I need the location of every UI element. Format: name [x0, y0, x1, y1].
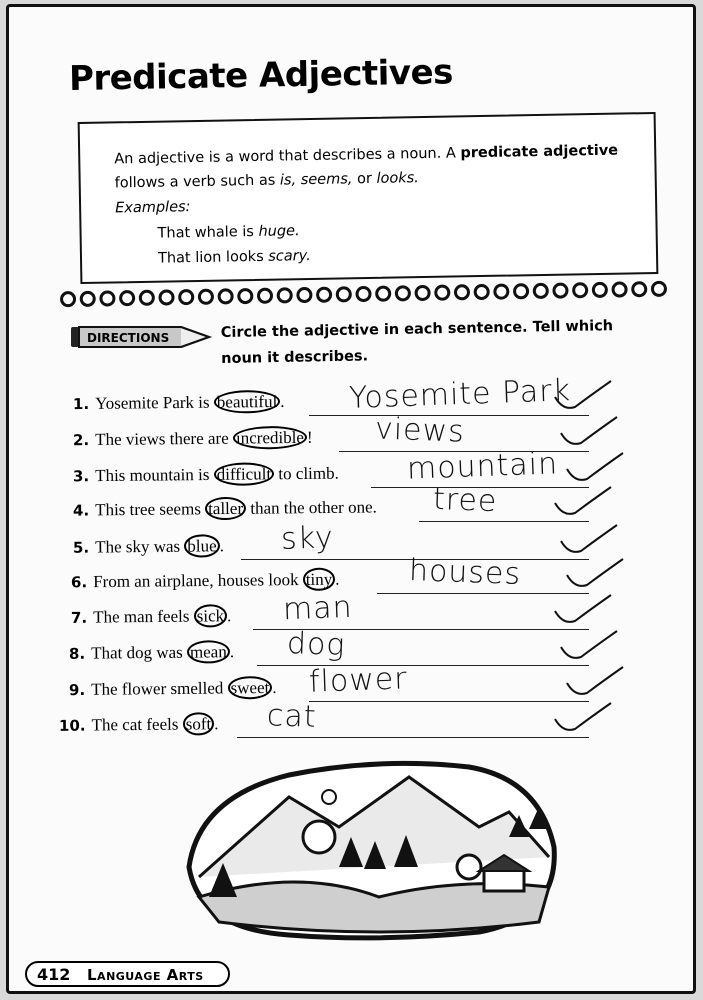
sentence-end: than the other one.: [245, 497, 377, 518]
sentence-end: !: [306, 427, 313, 447]
exercise-item: [73, 392, 285, 414]
sentence-text: From an airplane, houses look: [93, 569, 303, 592]
sentence-text: Yosemite Park is: [95, 392, 214, 413]
sentence-text: The views there are: [95, 428, 234, 450]
item-number: 5.: [72, 538, 90, 557]
page-title: Predicate Adjectives: [68, 52, 454, 99]
circled-adjective: tiny: [303, 568, 336, 591]
item-number: 2.: [72, 431, 90, 450]
check-mark-icon: [555, 413, 625, 453]
sentence-end: .: [219, 536, 224, 556]
sentence-end: .: [229, 642, 235, 662]
circled-adjective: difficult: [214, 462, 275, 486]
circled-adjective: sweet: [227, 676, 272, 699]
item-number: 7.: [70, 608, 88, 627]
check-mark-icon: [555, 627, 625, 667]
answer-line: [257, 665, 589, 666]
check-mark-icon: [561, 555, 631, 595]
handwritten-answer: Yosemite Park: [348, 373, 572, 416]
circled-adjective: taller: [205, 497, 246, 520]
circled-adjective: blue: [184, 534, 220, 557]
page-number: 412: [37, 965, 71, 984]
exercise-item: [59, 714, 219, 736]
sentence-end: .: [280, 391, 285, 411]
exercise-item: [73, 464, 339, 487]
subject-label: Language Arts: [87, 966, 204, 984]
item-number: 1.: [72, 394, 90, 414]
handwritten-answer: mountain: [406, 446, 559, 487]
exercise-item: [71, 570, 340, 593]
exercise-item: [69, 678, 277, 700]
item-number: 10.: [58, 716, 86, 735]
sentence-text: The man feels: [93, 606, 194, 627]
item-number: 9.: [68, 680, 86, 700]
sentence-text: The sky was: [95, 536, 185, 557]
circled-adjective: sick: [194, 604, 228, 627]
sentence-end: .: [226, 606, 232, 626]
check-mark-icon: [549, 591, 619, 631]
exercise-item: [69, 642, 234, 664]
sentence-text: That dog was: [91, 642, 188, 663]
circled-adjective: incredible: [233, 426, 307, 450]
handwritten-answer: flower: [308, 661, 409, 700]
sentence-text: This tree seems: [95, 499, 206, 520]
exercise-item: [73, 428, 313, 451]
sentence-text: The cat feels: [91, 714, 183, 735]
check-mark-icon: [549, 699, 619, 739]
directions-text: Circle the adjective in each sentence. Tell which noun it describes.: [220, 318, 614, 367]
page-footer: [25, 961, 230, 987]
answer-line: [309, 701, 589, 702]
handwritten-answer: cat: [266, 698, 318, 735]
handwritten-answer: views: [374, 411, 466, 450]
item-number: 8.: [68, 644, 86, 663]
handwritten-answer: sky: [280, 520, 335, 557]
exercise-item: [71, 606, 232, 628]
check-mark-icon: [549, 377, 619, 417]
exercise-item: [73, 497, 377, 520]
handwritten-answer: houses: [408, 553, 522, 592]
sentence-text: This mountain is: [95, 464, 214, 486]
sentence-end: .: [214, 714, 219, 734]
example-1: That whale is huge.: [157, 223, 300, 242]
definition-line-2: follows a verb such as is, seems, or looks.: [114, 170, 419, 192]
sentence-end: to climb.: [274, 463, 339, 484]
examples-label: Examples:: [115, 199, 191, 217]
sentence-end: .: [272, 677, 277, 697]
circled-adjective: beautiful: [214, 390, 281, 414]
worksheet-page: [6, 4, 696, 994]
sentence-end: .: [335, 569, 340, 589]
handwritten-answer: man: [282, 589, 354, 628]
handwritten-answer: dog: [286, 625, 346, 664]
directions-label: DIRECTIONS: [87, 331, 170, 345]
mountain-scene-illustration: [179, 757, 559, 947]
circled-adjective: mean: [187, 640, 230, 663]
check-mark-icon: [549, 483, 619, 523]
definition-line-1: An adjective is a word that describes a noun. A predicate adjective: [114, 142, 619, 168]
circled-adjective: soft: [183, 712, 215, 735]
check-mark-icon: [561, 663, 631, 703]
answer-line: [237, 737, 589, 738]
item-number: 4.: [72, 501, 90, 520]
exercise-item: [73, 536, 224, 558]
handwritten-answer: tree: [432, 481, 498, 520]
sentence-text: The flower smelled: [91, 678, 228, 699]
item-number: 6.: [70, 573, 88, 592]
example-2: That lion looks scary.: [157, 248, 311, 267]
item-number: 3.: [72, 467, 90, 486]
